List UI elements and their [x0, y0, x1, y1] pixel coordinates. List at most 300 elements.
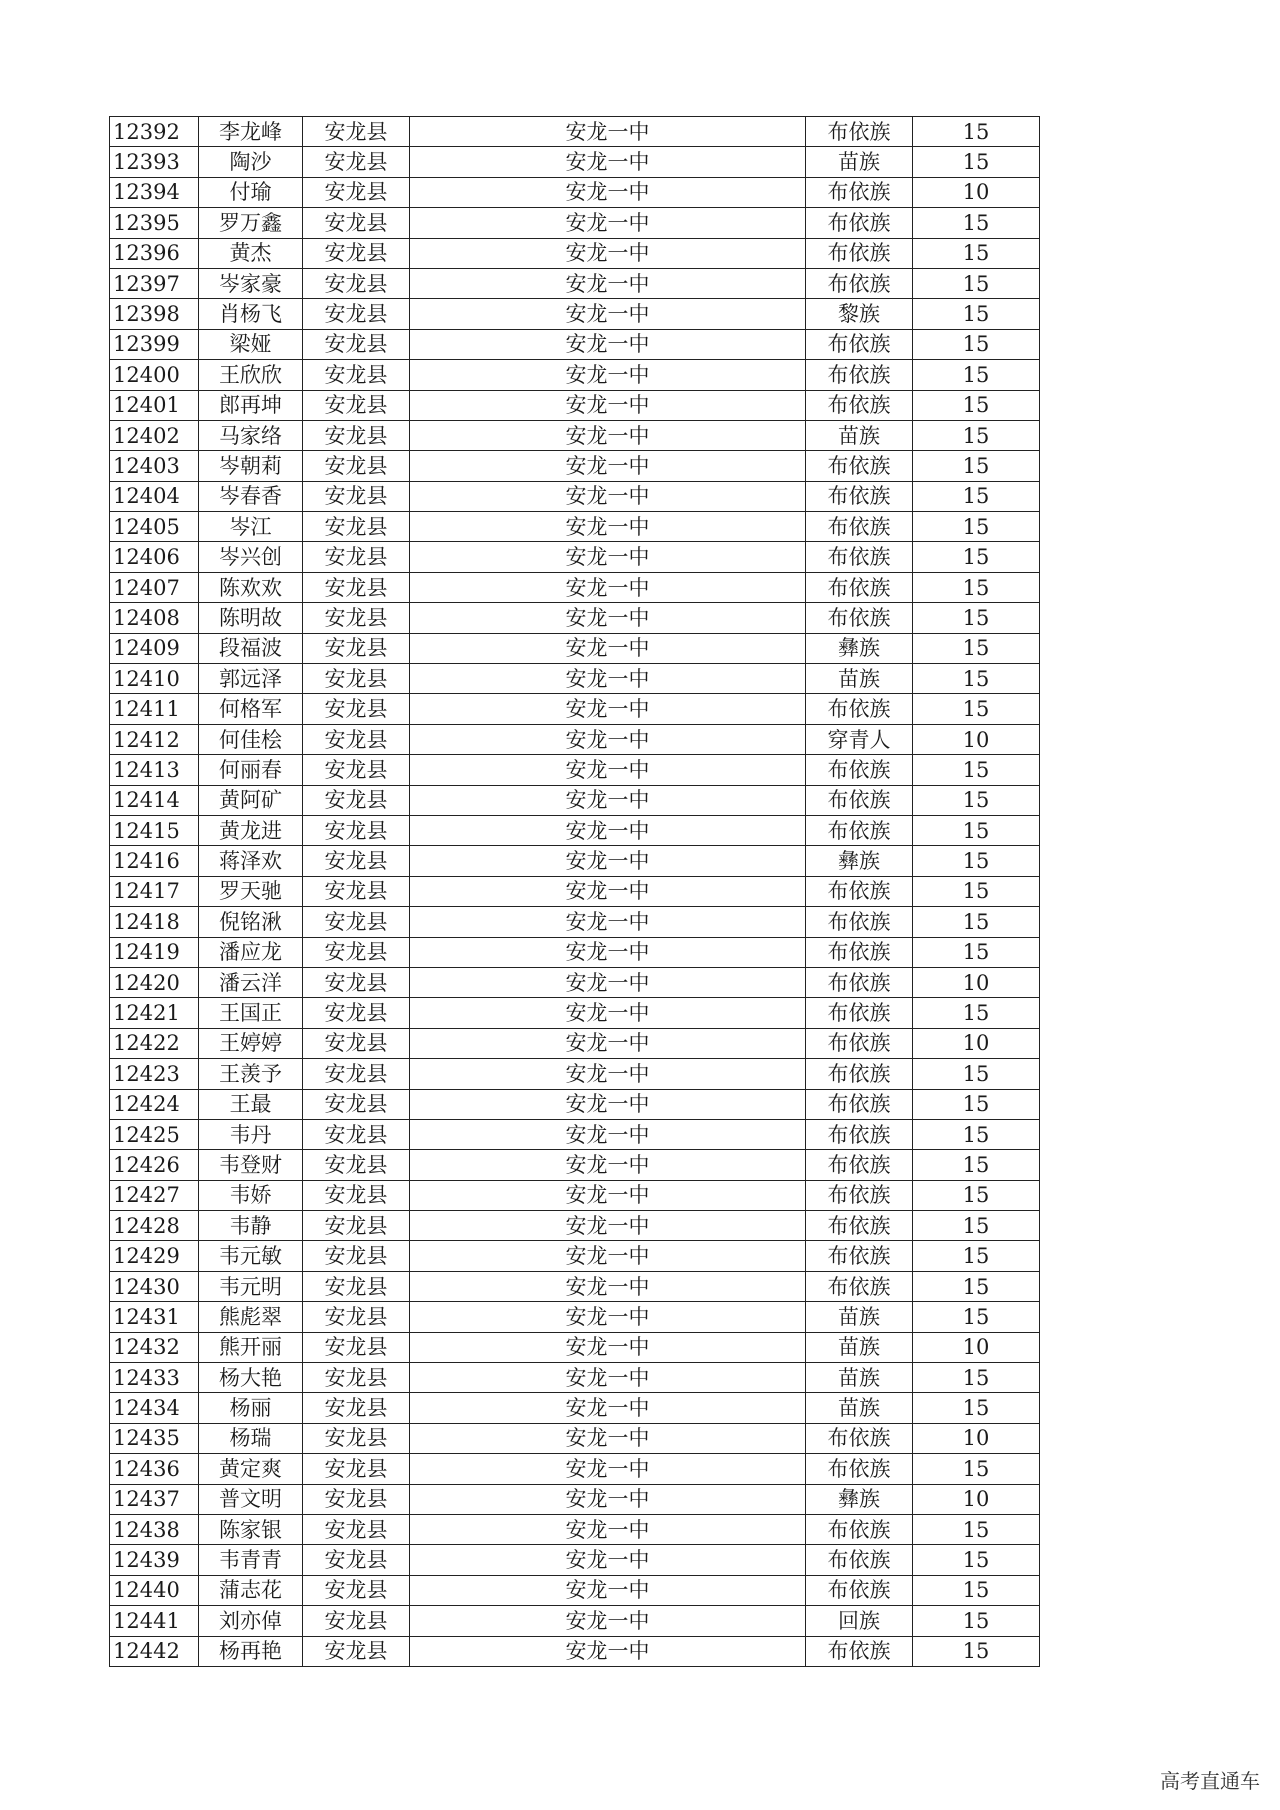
score-cell: 10: [913, 177, 1040, 207]
school-cell: 安龙一中: [410, 1211, 806, 1241]
student-id-cell: 12428: [110, 1211, 199, 1241]
score-cell: 15: [913, 542, 1040, 572]
score-cell: 15: [913, 390, 1040, 420]
ethnicity-cell: 布依族: [806, 694, 913, 724]
school-cell: 安龙一中: [410, 907, 806, 937]
student-id-cell: 12415: [110, 815, 199, 845]
score-cell: 15: [913, 815, 1040, 845]
county-cell: 安龙县: [303, 208, 410, 238]
ethnicity-cell: 布依族: [806, 117, 913, 147]
county-cell: 安龙县: [303, 1606, 410, 1636]
school-cell: 安龙一中: [410, 998, 806, 1028]
student-id-cell: 12392: [110, 117, 199, 147]
student-id-cell: 12417: [110, 876, 199, 906]
student-id-cell: 12413: [110, 755, 199, 785]
student-id-cell: 12438: [110, 1514, 199, 1544]
county-cell: 安龙县: [303, 1423, 410, 1453]
student-id-cell: 12430: [110, 1271, 199, 1301]
score-cell: 15: [913, 1545, 1040, 1575]
student-id-cell: 12396: [110, 238, 199, 268]
school-cell: 安龙一中: [410, 1454, 806, 1484]
table-row: [110, 1150, 1040, 1180]
score-cell: 15: [913, 664, 1040, 694]
ethnicity-cell: 苗族: [806, 1332, 913, 1362]
name-cell: 岑春香: [199, 481, 303, 511]
ethnicity-cell: 苗族: [806, 1393, 913, 1423]
student-id-cell: 12421: [110, 998, 199, 1028]
score-cell: 15: [913, 876, 1040, 906]
table-row: [110, 1241, 1040, 1271]
ethnicity-cell: 布依族: [806, 785, 913, 815]
student-id-cell: 12406: [110, 542, 199, 572]
ethnicity-cell: 黎族: [806, 299, 913, 329]
county-cell: 安龙县: [303, 1302, 410, 1332]
table-row: [110, 1211, 1040, 1241]
school-cell: 安龙一中: [410, 481, 806, 511]
table-row: [110, 1363, 1040, 1393]
table-row: [110, 481, 1040, 511]
school-cell: 安龙一中: [410, 208, 806, 238]
name-cell: 黄龙进: [199, 815, 303, 845]
county-cell: 安龙县: [303, 117, 410, 147]
school-cell: 安龙一中: [410, 1150, 806, 1180]
score-cell: 15: [913, 512, 1040, 542]
county-cell: 安龙县: [303, 268, 410, 298]
student-id-cell: 12414: [110, 785, 199, 815]
table-row: [110, 1606, 1040, 1636]
student-id-cell: 12397: [110, 268, 199, 298]
name-cell: 韦娇: [199, 1180, 303, 1210]
table-row: [110, 1180, 1040, 1210]
school-cell: 安龙一中: [410, 360, 806, 390]
county-cell: 安龙县: [303, 1211, 410, 1241]
county-cell: 安龙县: [303, 876, 410, 906]
ethnicity-cell: 布依族: [806, 755, 913, 785]
county-cell: 安龙县: [303, 724, 410, 754]
score-cell: 15: [913, 1393, 1040, 1423]
score-cell: 15: [913, 1119, 1040, 1149]
county-cell: 安龙县: [303, 1332, 410, 1362]
name-cell: 刘亦倬: [199, 1606, 303, 1636]
student-id-cell: 12426: [110, 1150, 199, 1180]
name-cell: 韦元明: [199, 1271, 303, 1301]
ethnicity-cell: 布依族: [806, 329, 913, 359]
school-cell: 安龙一中: [410, 299, 806, 329]
table-row: [110, 1423, 1040, 1453]
name-cell: 黄定爽: [199, 1454, 303, 1484]
name-cell: 倪铭湫: [199, 907, 303, 937]
ethnicity-cell: 布依族: [806, 360, 913, 390]
ethnicity-cell: 彝族: [806, 846, 913, 876]
school-cell: 安龙一中: [410, 937, 806, 967]
name-cell: 王国正: [199, 998, 303, 1028]
table-row: [110, 876, 1040, 906]
student-id-cell: 12429: [110, 1241, 199, 1271]
roster-body: [110, 117, 1040, 1667]
score-cell: 10: [913, 1028, 1040, 1058]
student-id-cell: 12424: [110, 1089, 199, 1119]
county-cell: 安龙县: [303, 1271, 410, 1301]
school-cell: 安龙一中: [410, 268, 806, 298]
score-cell: 15: [913, 633, 1040, 663]
score-cell: 10: [913, 724, 1040, 754]
ethnicity-cell: 布依族: [806, 937, 913, 967]
ethnicity-cell: 苗族: [806, 147, 913, 177]
name-cell: 罗万鑫: [199, 208, 303, 238]
table-row: [110, 117, 1040, 147]
name-cell: 岑家豪: [199, 268, 303, 298]
school-cell: 安龙一中: [410, 117, 806, 147]
student-id-cell: 12393: [110, 147, 199, 177]
school-cell: 安龙一中: [410, 1514, 806, 1544]
name-cell: 郭远泽: [199, 664, 303, 694]
county-cell: 安龙县: [303, 481, 410, 511]
school-cell: 安龙一中: [410, 1545, 806, 1575]
table-row: [110, 937, 1040, 967]
student-id-cell: 12404: [110, 481, 199, 511]
table-row: [110, 694, 1040, 724]
ethnicity-cell: 布依族: [806, 1089, 913, 1119]
county-cell: 安龙县: [303, 1028, 410, 1058]
county-cell: 安龙县: [303, 1241, 410, 1271]
name-cell: 何丽春: [199, 755, 303, 785]
name-cell: 蒲志花: [199, 1575, 303, 1605]
score-cell: 15: [913, 329, 1040, 359]
table-row: [110, 1332, 1040, 1362]
county-cell: 安龙县: [303, 967, 410, 997]
student-id-cell: 12437: [110, 1484, 199, 1514]
score-cell: 15: [913, 785, 1040, 815]
school-cell: 安龙一中: [410, 420, 806, 450]
table-row: [110, 846, 1040, 876]
school-cell: 安龙一中: [410, 603, 806, 633]
student-id-cell: 12420: [110, 967, 199, 997]
name-cell: 岑朝莉: [199, 451, 303, 481]
score-cell: 15: [913, 1575, 1040, 1605]
name-cell: 李龙峰: [199, 117, 303, 147]
score-cell: 15: [913, 907, 1040, 937]
student-id-cell: 12409: [110, 633, 199, 663]
student-id-cell: 12416: [110, 846, 199, 876]
ethnicity-cell: 布依族: [806, 177, 913, 207]
name-cell: 王婷婷: [199, 1028, 303, 1058]
student-id-cell: 12398: [110, 299, 199, 329]
student-id-cell: 12412: [110, 724, 199, 754]
score-cell: 10: [913, 1484, 1040, 1514]
student-id-cell: 12433: [110, 1363, 199, 1393]
county-cell: 安龙县: [303, 177, 410, 207]
ethnicity-cell: 布依族: [806, 907, 913, 937]
roster-sheet: [109, 116, 1039, 1667]
ethnicity-cell: 苗族: [806, 664, 913, 694]
table-row: [110, 664, 1040, 694]
county-cell: 安龙县: [303, 603, 410, 633]
name-cell: 蒋泽欢: [199, 846, 303, 876]
school-cell: 安龙一中: [410, 1271, 806, 1301]
county-cell: 安龙县: [303, 1514, 410, 1544]
name-cell: 王最: [199, 1089, 303, 1119]
table-row: [110, 998, 1040, 1028]
ethnicity-cell: 布依族: [806, 1454, 913, 1484]
name-cell: 岑兴创: [199, 542, 303, 572]
county-cell: 安龙县: [303, 1180, 410, 1210]
ethnicity-cell: 布依族: [806, 1028, 913, 1058]
ethnicity-cell: 布依族: [806, 1575, 913, 1605]
name-cell: 罗天驰: [199, 876, 303, 906]
ethnicity-cell: 布依族: [806, 815, 913, 845]
student-id-cell: 12440: [110, 1575, 199, 1605]
score-cell: 15: [913, 1059, 1040, 1089]
score-cell: 15: [913, 451, 1040, 481]
table-row: [110, 907, 1040, 937]
score-cell: 15: [913, 603, 1040, 633]
name-cell: 梁娅: [199, 329, 303, 359]
score-cell: 15: [913, 1302, 1040, 1332]
county-cell: 安龙县: [303, 1575, 410, 1605]
ethnicity-cell: 布依族: [806, 268, 913, 298]
table-row: [110, 1514, 1040, 1544]
school-cell: 安龙一中: [410, 1393, 806, 1423]
score-cell: 15: [913, 117, 1040, 147]
ethnicity-cell: 苗族: [806, 1363, 913, 1393]
county-cell: 安龙县: [303, 572, 410, 602]
student-id-cell: 12403: [110, 451, 199, 481]
ethnicity-cell: 苗族: [806, 1302, 913, 1332]
school-cell: 安龙一中: [410, 1606, 806, 1636]
score-cell: 15: [913, 481, 1040, 511]
county-cell: 安龙县: [303, 1484, 410, 1514]
score-cell: 15: [913, 1636, 1040, 1666]
school-cell: 安龙一中: [410, 846, 806, 876]
name-cell: 郎再坤: [199, 390, 303, 420]
county-cell: 安龙县: [303, 542, 410, 572]
school-cell: 安龙一中: [410, 1363, 806, 1393]
score-cell: 15: [913, 238, 1040, 268]
county-cell: 安龙县: [303, 907, 410, 937]
student-id-cell: 12401: [110, 390, 199, 420]
score-cell: 15: [913, 1363, 1040, 1393]
school-cell: 安龙一中: [410, 177, 806, 207]
student-id-cell: 12442: [110, 1636, 199, 1666]
table-row: [110, 1089, 1040, 1119]
name-cell: 杨瑞: [199, 1423, 303, 1453]
student-id-cell: 12410: [110, 664, 199, 694]
school-cell: 安龙一中: [410, 1484, 806, 1514]
table-row: [110, 420, 1040, 450]
table-row: [110, 1393, 1040, 1423]
student-id-cell: 12411: [110, 694, 199, 724]
county-cell: 安龙县: [303, 238, 410, 268]
name-cell: 付瑜: [199, 177, 303, 207]
ethnicity-cell: 布依族: [806, 238, 913, 268]
school-cell: 安龙一中: [410, 755, 806, 785]
score-cell: 15: [913, 1089, 1040, 1119]
school-cell: 安龙一中: [410, 1636, 806, 1666]
name-cell: 段福波: [199, 633, 303, 663]
score-cell: 15: [913, 299, 1040, 329]
school-cell: 安龙一中: [410, 1575, 806, 1605]
name-cell: 杨丽: [199, 1393, 303, 1423]
school-cell: 安龙一中: [410, 572, 806, 602]
table-row: [110, 755, 1040, 785]
school-cell: 安龙一中: [410, 1180, 806, 1210]
ethnicity-cell: 布依族: [806, 1211, 913, 1241]
name-cell: 普文明: [199, 1484, 303, 1514]
school-cell: 安龙一中: [410, 451, 806, 481]
name-cell: 熊彪翠: [199, 1302, 303, 1332]
ethnicity-cell: 布依族: [806, 542, 913, 572]
name-cell: 陶沙: [199, 147, 303, 177]
student-id-cell: 12441: [110, 1606, 199, 1636]
ethnicity-cell: 布依族: [806, 572, 913, 602]
table-row: [110, 238, 1040, 268]
county-cell: 安龙县: [303, 785, 410, 815]
name-cell: 黄杰: [199, 238, 303, 268]
school-cell: 安龙一中: [410, 664, 806, 694]
school-cell: 安龙一中: [410, 785, 806, 815]
table-row: [110, 451, 1040, 481]
ethnicity-cell: 彝族: [806, 633, 913, 663]
school-cell: 安龙一中: [410, 390, 806, 420]
county-cell: 安龙县: [303, 1363, 410, 1393]
table-row: [110, 390, 1040, 420]
ethnicity-cell: 布依族: [806, 1150, 913, 1180]
county-cell: 安龙县: [303, 420, 410, 450]
county-cell: 安龙县: [303, 633, 410, 663]
name-cell: 王欣欣: [199, 360, 303, 390]
score-cell: 15: [913, 1150, 1040, 1180]
county-cell: 安龙县: [303, 360, 410, 390]
student-id-cell: 12432: [110, 1332, 199, 1362]
ethnicity-cell: 布依族: [806, 1423, 913, 1453]
school-cell: 安龙一中: [410, 876, 806, 906]
ethnicity-cell: 布依族: [806, 1059, 913, 1089]
ethnicity-cell: 布依族: [806, 208, 913, 238]
watermark-text: 高考直通车: [1160, 1769, 1260, 1793]
score-cell: 15: [913, 846, 1040, 876]
name-cell: 韦青青: [199, 1545, 303, 1575]
school-cell: 安龙一中: [410, 147, 806, 177]
score-cell: 15: [913, 360, 1040, 390]
name-cell: 黄阿矿: [199, 785, 303, 815]
ethnicity-cell: 布依族: [806, 512, 913, 542]
county-cell: 安龙县: [303, 1059, 410, 1089]
county-cell: 安龙县: [303, 329, 410, 359]
name-cell: 岑江: [199, 512, 303, 542]
county-cell: 安龙县: [303, 846, 410, 876]
student-id-cell: 12407: [110, 572, 199, 602]
name-cell: 韦登财: [199, 1150, 303, 1180]
student-id-cell: 12394: [110, 177, 199, 207]
table-row: [110, 177, 1040, 207]
name-cell: 马家络: [199, 420, 303, 450]
table-row: [110, 360, 1040, 390]
table-row: [110, 512, 1040, 542]
school-cell: 安龙一中: [410, 633, 806, 663]
table-row: [110, 633, 1040, 663]
score-cell: 15: [913, 1180, 1040, 1210]
ethnicity-cell: 布依族: [806, 1636, 913, 1666]
table-row: [110, 329, 1040, 359]
name-cell: 潘云洋: [199, 967, 303, 997]
score-cell: 15: [913, 937, 1040, 967]
score-cell: 15: [913, 268, 1040, 298]
county-cell: 安龙县: [303, 998, 410, 1028]
ethnicity-cell: 穿青人: [806, 724, 913, 754]
student-id-cell: 12436: [110, 1454, 199, 1484]
school-cell: 安龙一中: [410, 967, 806, 997]
score-cell: 15: [913, 147, 1040, 177]
ethnicity-cell: 布依族: [806, 603, 913, 633]
name-cell: 肖杨飞: [199, 299, 303, 329]
county-cell: 安龙县: [303, 937, 410, 967]
student-id-cell: 12402: [110, 420, 199, 450]
ethnicity-cell: 布依族: [806, 390, 913, 420]
score-cell: 15: [913, 694, 1040, 724]
name-cell: 杨大艳: [199, 1363, 303, 1393]
county-cell: 安龙县: [303, 1150, 410, 1180]
student-id-cell: 12434: [110, 1393, 199, 1423]
score-cell: 15: [913, 1454, 1040, 1484]
ethnicity-cell: 布依族: [806, 1180, 913, 1210]
ethnicity-cell: 苗族: [806, 420, 913, 450]
school-cell: 安龙一中: [410, 1423, 806, 1453]
table-row: [110, 572, 1040, 602]
county-cell: 安龙县: [303, 1393, 410, 1423]
school-cell: 安龙一中: [410, 1119, 806, 1149]
name-cell: 潘应龙: [199, 937, 303, 967]
student-id-cell: 12425: [110, 1119, 199, 1149]
county-cell: 安龙县: [303, 147, 410, 177]
name-cell: 何格军: [199, 694, 303, 724]
score-cell: 15: [913, 572, 1040, 602]
school-cell: 安龙一中: [410, 815, 806, 845]
score-cell: 15: [913, 998, 1040, 1028]
score-cell: 15: [913, 1271, 1040, 1301]
score-cell: 10: [913, 1332, 1040, 1362]
student-id-cell: 12422: [110, 1028, 199, 1058]
table-row: [110, 1545, 1040, 1575]
score-cell: 15: [913, 1241, 1040, 1271]
table-row: [110, 724, 1040, 754]
table-row: [110, 967, 1040, 997]
table-row: [110, 1059, 1040, 1089]
school-cell: 安龙一中: [410, 542, 806, 572]
county-cell: 安龙县: [303, 512, 410, 542]
table-row: [110, 1028, 1040, 1058]
student-id-cell: 12419: [110, 937, 199, 967]
table-row: [110, 603, 1040, 633]
county-cell: 安龙县: [303, 1089, 410, 1119]
name-cell: 韦静: [199, 1211, 303, 1241]
county-cell: 安龙县: [303, 755, 410, 785]
ethnicity-cell: 布依族: [806, 967, 913, 997]
school-cell: 安龙一中: [410, 329, 806, 359]
student-id-cell: 12423: [110, 1059, 199, 1089]
ethnicity-cell: 布依族: [806, 1119, 913, 1149]
table-row: [110, 268, 1040, 298]
school-cell: 安龙一中: [410, 724, 806, 754]
table-row: [110, 1636, 1040, 1666]
student-id-cell: 12408: [110, 603, 199, 633]
score-cell: 15: [913, 1211, 1040, 1241]
table-row: [110, 1484, 1040, 1514]
ethnicity-cell: 布依族: [806, 998, 913, 1028]
student-id-cell: 12431: [110, 1302, 199, 1332]
student-id-cell: 12395: [110, 208, 199, 238]
ethnicity-cell: 布依族: [806, 1241, 913, 1271]
county-cell: 安龙县: [303, 1545, 410, 1575]
